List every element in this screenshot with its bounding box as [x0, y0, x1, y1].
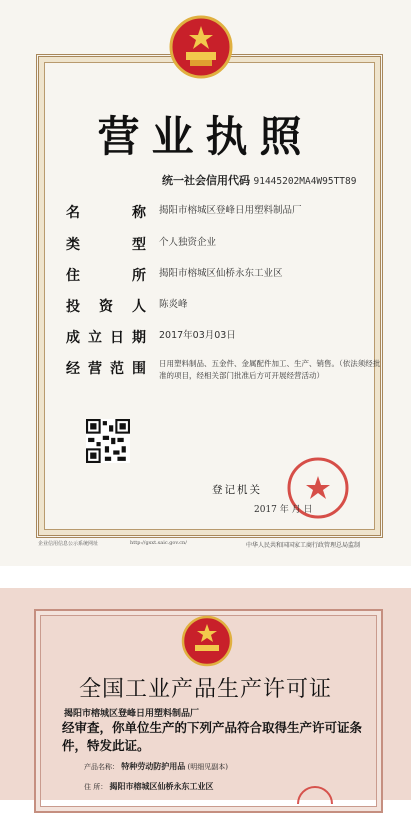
- product-name-value: 特种劳动防护用品: [121, 761, 186, 771]
- field-value: 个人独资企业: [159, 237, 217, 248]
- footer-url: http://gsxt.saic.gov.cn/: [130, 540, 187, 546]
- issue-date: 2017 年 月 日: [254, 505, 313, 515]
- qr-code-icon: [86, 419, 130, 463]
- address-label: 住 所：: [84, 783, 108, 791]
- registration-authority: 登记机关: [212, 484, 262, 496]
- field-value: 揭阳市榕城区仙桥永东工业区: [159, 268, 283, 279]
- production-license: [0, 588, 411, 800]
- product-note: (明细见副本): [187, 763, 228, 771]
- field-label-char: 资: [99, 299, 113, 315]
- address-value: 揭阳市榕城区仙桥永东工业区: [109, 781, 214, 791]
- field-label-char: 营: [88, 361, 102, 377]
- credit-code-line: [162, 172, 356, 188]
- field-label: [66, 265, 146, 285]
- field-label-char: 称: [132, 205, 146, 221]
- field-value: 揭阳市榕城区登峰日用塑料制品厂: [159, 205, 302, 216]
- field-label-char: 所: [132, 268, 146, 284]
- product-name-label: 产品名称：: [84, 763, 119, 771]
- national-emblem-icon: [180, 614, 234, 668]
- field-label: [66, 296, 146, 316]
- official-seal-icon: [296, 784, 334, 804]
- national-emblem-icon: [168, 14, 234, 80]
- field-label-char: 成: [66, 330, 80, 346]
- product-name-line: [84, 761, 228, 772]
- field-label: [66, 358, 146, 378]
- address-line: [84, 781, 213, 792]
- field-label-char: 日: [110, 330, 124, 346]
- licensee-company: 揭阳市榕城区登峰日用塑料制品厂: [64, 709, 200, 719]
- field-label: [66, 234, 146, 254]
- production-license-title: 全国工业产品生产许可证: [78, 677, 332, 702]
- field-label-char: 人: [132, 299, 146, 315]
- license-title: 营业执照: [97, 112, 314, 161]
- field-label: [66, 202, 146, 222]
- field-label: [66, 327, 146, 347]
- field-value: 陈炎峰: [159, 299, 188, 310]
- field-label-char: 投: [66, 299, 80, 315]
- field-label-char: 围: [132, 361, 146, 377]
- field-value: 日用塑料制品、五金件、金属配件加工、生产、销售。（依法须经批准的项目，经相关部门批准后方可开展经营活动）: [159, 359, 381, 380]
- credit-code-value: 91445202MA4W95TT89: [253, 176, 357, 187]
- credit-code-label: 统一社会信用代码: [162, 174, 250, 187]
- field-value: 2017年03月03日: [159, 330, 236, 341]
- footer-note: 企业信用信息公示系统网址: [38, 541, 99, 547]
- field-label-char: 期: [132, 330, 146, 346]
- field-label-char: 住: [66, 268, 80, 284]
- field-label-char: 型: [132, 237, 146, 253]
- field-label-char: 类: [66, 237, 80, 253]
- field-label-char: 经: [66, 361, 80, 377]
- field-label-char: 范: [110, 361, 124, 377]
- license-statement: 经审查，你单位生产的下列产品符合取得生产许可证条件，特发此证。: [62, 720, 363, 753]
- field-label-char: 立: [88, 330, 102, 346]
- footer-issuer: 中华人民共和国国家工商行政管理总局监制: [246, 542, 361, 549]
- field-label-char: 名: [66, 205, 80, 221]
